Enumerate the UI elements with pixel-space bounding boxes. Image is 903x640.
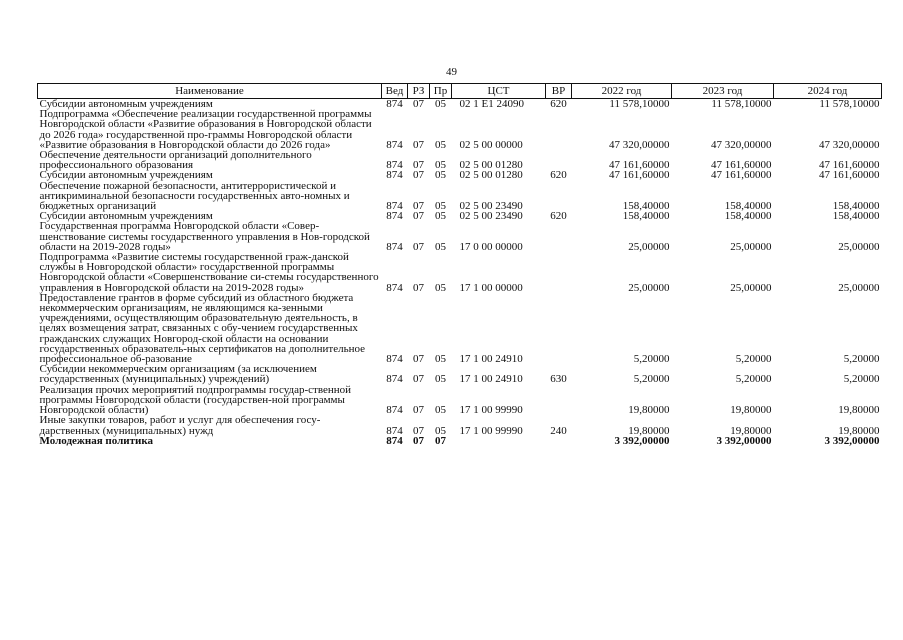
cell-2023: 19,80000 [730, 404, 772, 417]
cell-vr [546, 109, 572, 150]
cell-2022: 19,80000 [628, 424, 670, 437]
cell-2024: 47 161,60000 [819, 169, 880, 182]
cell-2023: 25,00000 [730, 240, 772, 253]
cell-2024: 25,00000 [838, 281, 880, 294]
cell-rz: 07 [413, 169, 424, 182]
cell-2022: 11 578,10000 [609, 98, 670, 110]
cell-name: Предоставление грантов в форме субсидий из областного бюджета некоммерческим организациям, не являющимся ка-зенными учреждениями, осуществляющим образовательную деятельность, в целях возмещения затрат, связанных с обу-чением государственных гражданских служащих Новгород-ской области на основании государственных образователь-ных сертификатов на дополнительное профессиональное об-разование [39, 291, 366, 366]
cell-vr: 620 [550, 210, 567, 223]
cell-2024: 19,80000 [838, 404, 880, 417]
cell-ved: 874 [386, 240, 403, 253]
table-row [38, 181, 882, 212]
cell-2024: 5,20000 [843, 353, 880, 366]
cell-pr: 05 [435, 159, 446, 172]
cell-name: Субсидии автономным учреждениям [39, 169, 213, 182]
cell-name: Молодежная политика [39, 434, 154, 447]
col-header-2024: 2024 год [774, 84, 882, 99]
cell-rz: 07 [413, 159, 424, 172]
cell-2022: 158,40000 [622, 200, 670, 213]
cell-2023: 19,80000 [730, 424, 772, 437]
cell-vr [546, 385, 572, 416]
cell-2022: 19,80000 [628, 404, 670, 417]
cell-2023: 5,20000 [735, 373, 772, 386]
table-row [38, 415, 882, 435]
cell-vr: 240 [550, 424, 567, 437]
cell-2024: 158,40000 [832, 210, 880, 223]
cell-name: Субсидии автономным учреждениям [39, 98, 213, 110]
cell-vr: 630 [550, 373, 567, 386]
cell-2023: 25,00000 [730, 281, 772, 294]
cell-pr: 07 [435, 434, 446, 447]
cell-2023: 47 161,60000 [711, 169, 772, 182]
cell-2024: 11 578,10000 [819, 98, 880, 110]
cell-rz: 07 [413, 424, 424, 437]
cell-pr: 05 [435, 200, 446, 213]
cell-pr: 05 [435, 353, 446, 366]
col-header-vr: ВР [546, 84, 572, 99]
cell-cst: 02 5 00 01280 [459, 159, 523, 172]
cell-name: Иные закупки товаров, работ и услуг для обеспечения госу-дарственных (муниципальных) нужд [39, 414, 321, 437]
cell-2024: 25,00000 [838, 240, 880, 253]
col-header-cst: ЦСТ [452, 84, 546, 99]
cell-name: Государственная программа Новгородской области «Совер-шенствование системы государственного управления в Нов-городской области на 2019-2028 годы» [39, 220, 370, 253]
cell-2024: 3 392,00000 [824, 434, 880, 447]
cell-rz: 07 [413, 138, 424, 151]
cell-2022: 3 392,00000 [614, 434, 670, 447]
cell-2023: 47 320,00000 [711, 138, 772, 151]
table-row [38, 109, 882, 150]
cell-vr [546, 436, 572, 446]
cell-cst: 02 5 00 23490 [459, 210, 523, 223]
cell-2022: 25,00000 [628, 240, 670, 253]
cell-rz: 07 [413, 210, 424, 223]
budget-table [37, 83, 882, 446]
cell-cst: 17 1 00 00000 [459, 281, 523, 294]
table-row [38, 436, 882, 446]
table-row [38, 385, 882, 416]
cell-ved: 874 [386, 434, 403, 447]
cell-2024: 19,80000 [838, 424, 880, 437]
cell-vr: 620 [550, 169, 567, 182]
cell-pr: 05 [435, 210, 446, 223]
cell-cst: 02 1 Е1 24090 [459, 98, 524, 110]
cell-cst: 17 1 00 99990 [459, 404, 523, 417]
cell-rz: 07 [413, 353, 424, 366]
table-row [38, 221, 882, 252]
cell-rz: 07 [413, 281, 424, 294]
cell-name: Подпрограмма «Развитие системы государственной граж-данской службы в Новгородской области» государственной программы Новгородской области «Совершенствование си-стемы государственного управления в Новгородской области на 2019-2028 годы» [39, 251, 379, 294]
col-header-name: Наименование [38, 84, 382, 99]
cell-pr: 05 [435, 98, 446, 110]
cell-2022: 47 161,60000 [609, 159, 670, 172]
cell-pr: 05 [435, 424, 446, 437]
cell-cst: 17 1 00 24910 [459, 353, 523, 366]
cell-ved: 874 [386, 169, 403, 182]
table-row [38, 252, 882, 293]
table-row [38, 364, 882, 384]
cell-vr [546, 252, 572, 293]
cell-rz: 07 [413, 98, 424, 110]
cell-rz: 07 [413, 373, 424, 386]
cell-2022: 158,40000 [622, 210, 670, 223]
cell-name: Обеспечение пожарной безопасности, антитеррористической и антикриминальной безопасности государственных авто-номных и бюджетных организаций [39, 179, 350, 213]
cell-ved: 874 [386, 138, 403, 151]
cell-name: Обеспечение деятельности организаций дополнительного профессионального образования [39, 149, 312, 172]
cell-pr: 05 [435, 373, 446, 386]
col-header-2022: 2022 год [572, 84, 672, 99]
table-row [38, 150, 882, 170]
cell-2023: 11 578,10000 [711, 98, 772, 110]
cell-2022: 47 161,60000 [609, 169, 670, 182]
table-body [38, 99, 882, 446]
cell-2023: 47 161,60000 [711, 159, 772, 172]
cell-vr: 620 [550, 98, 567, 110]
cell-cst: 02 5 00 23490 [459, 200, 523, 213]
cell-ved: 874 [386, 373, 403, 386]
cell-vr [546, 221, 572, 252]
cell-rz: 07 [413, 434, 424, 447]
cell-ved: 874 [386, 159, 403, 172]
cell-ved: 874 [386, 281, 403, 294]
page-number: 49 [446, 66, 457, 78]
cell-pr: 05 [435, 169, 446, 182]
cell-name: Подпрограмма «Обеспечение реализации государственной программы Новгородской области «Развитие образования в Новгородской области до 2026 года» государственной про-граммы Новгородской области «Развитие образования в Новгородской области до 2026 года» [39, 108, 372, 151]
cell-ved: 874 [386, 210, 403, 223]
cell-2023: 3 392,00000 [716, 434, 772, 447]
cell-ved: 874 [386, 200, 403, 213]
cell-cst: 17 1 00 24910 [459, 373, 523, 386]
cell-ved: 874 [386, 404, 403, 417]
cell-2023: 5,20000 [735, 353, 772, 366]
col-header-ved: Вед [382, 84, 408, 99]
cell-cst: 02 5 00 00000 [459, 138, 523, 151]
cell-name: Реализация прочих мероприятий подпрограммы государ-ственной программы Новгородской области (государствен-ной программы Новгородской области) [39, 383, 352, 417]
col-header-2023: 2023 год [672, 84, 774, 99]
cell-2023: 158,40000 [724, 210, 772, 223]
cell-2022: 5,20000 [633, 353, 670, 366]
cell-rz: 07 [413, 200, 424, 213]
cell-pr: 05 [435, 240, 446, 253]
cell-ved: 874 [386, 424, 403, 437]
cell-vr [546, 150, 572, 170]
cell-rz: 07 [413, 404, 424, 417]
cell-ved: 874 [386, 353, 403, 366]
table-header-row [38, 84, 882, 99]
cell-vr [546, 293, 572, 364]
cell-2023: 158,40000 [724, 200, 772, 213]
cell-name: Субсидии автономным учреждениям [39, 210, 213, 223]
table-row [38, 293, 882, 364]
cell-2024: 158,40000 [832, 200, 880, 213]
cell-pr: 05 [435, 281, 446, 294]
col-header-pr: Пр [430, 84, 452, 99]
cell-cst [452, 436, 546, 446]
cell-pr: 05 [435, 404, 446, 417]
cell-2024: 47 320,00000 [819, 138, 880, 151]
cell-2022: 47 320,00000 [609, 138, 670, 151]
cell-2022: 5,20000 [633, 373, 670, 386]
cell-2022: 25,00000 [628, 281, 670, 294]
cell-pr: 05 [435, 138, 446, 151]
cell-cst: 17 0 00 00000 [459, 240, 523, 253]
cell-cst: 17 1 00 99990 [459, 424, 523, 437]
cell-rz: 07 [413, 240, 424, 253]
cell-2024: 5,20000 [843, 373, 880, 386]
cell-2024: 47 161,60000 [819, 159, 880, 172]
cell-name: Субсидии некоммерческим организациям (за исключением государственных (муниципальных) учреждений) [39, 363, 317, 386]
col-header-rz: РЗ [408, 84, 430, 99]
cell-vr [546, 181, 572, 212]
cell-ved: 874 [386, 98, 403, 110]
cell-cst: 02 5 00 01280 [459, 169, 523, 182]
